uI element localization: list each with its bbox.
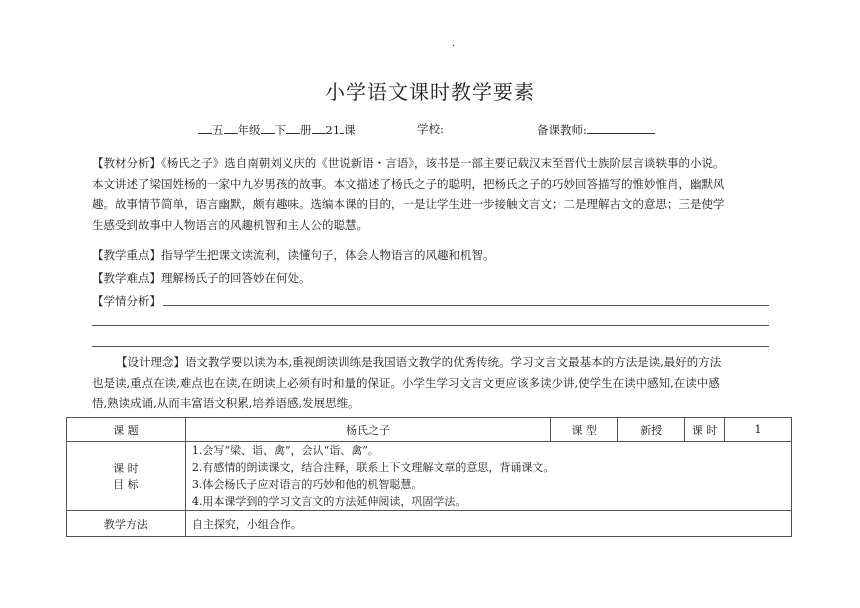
goals-label-line-1: 课 时: [113, 462, 139, 475]
hours-value: 1: [725, 418, 792, 442]
teacher-field: [537, 121, 655, 138]
hours-label: 课 时: [685, 418, 725, 442]
grade-value: 五: [212, 123, 224, 137]
focus-label: 【教学重点】: [92, 248, 161, 262]
teacher-blank: [587, 121, 655, 134]
type-label: 课 型: [551, 418, 618, 442]
lesson-value: 21: [325, 123, 341, 137]
analysis-label: 【教材分析】: [92, 156, 161, 170]
table-row-goals: [67, 442, 792, 511]
goal-item: 1.会写“梁、诣、禽”，会认“诣、禽”。: [191, 444, 379, 457]
header-dot: .: [452, 38, 456, 49]
design-line-3: 悟,熟读成诵,从而丰富语文积累,培养语感,发展思维。: [92, 396, 360, 410]
term-value: 下: [274, 123, 286, 137]
textbook-analysis: [92, 153, 770, 235]
goals-label: [67, 442, 186, 511]
goal-item: 3.体会杨氏子应对语言的巧妙和他的机智聪慧。: [191, 478, 423, 491]
table-row-topic: [67, 418, 792, 442]
difficulty-text: 理解杨氏子的回答妙在何处。: [161, 271, 311, 285]
learner-blank-line-3: [92, 346, 769, 347]
design-line-1: 语文教学要以读为本,重视朗读训练是我国语文教学的优秀传统。学习文言文最基本的方法是读,最好的方法: [185, 355, 722, 369]
type-value: 新授: [618, 418, 685, 442]
teacher-label: 备课教师:: [537, 123, 587, 137]
learner-blank-line-2: [92, 325, 769, 326]
learner-analysis-label: 【学情分析】: [92, 294, 161, 308]
grade-suffix: 年级: [237, 123, 261, 137]
school-label: 学校:: [417, 122, 444, 136]
term-suffix: 册: [300, 123, 312, 137]
analysis-line-2: 本文讲述了梁国姓杨的一家中九岁男孩的故事。本文描述了杨氏之子的聪明，把杨氏之子的巧妙回答描写的惟妙惟肖，幽默风: [92, 176, 725, 191]
design-label: 【设计理念】: [116, 355, 185, 369]
topic-label: 课 题: [67, 418, 186, 442]
page-title: 小学语文课时教学要素: [325, 80, 535, 104]
learner-blank-line-1: [163, 305, 769, 306]
table-row-method: [67, 511, 792, 537]
goal-item: 2.有感情的朗读课文，结合注释，联系上下文理解文章的意思，背诵课文。: [191, 461, 555, 474]
lesson-plan-table: [66, 417, 792, 537]
design-concept: [92, 352, 770, 414]
grade-term-lesson: [198, 121, 356, 138]
teaching-difficulty: [92, 270, 311, 286]
analysis-line-4: 生感受到故事中人物语言的风趣机智和主人公的聪慧。: [92, 217, 368, 232]
focus-text: 指导学生把课文读流利，读懂句子，体会人物语言的风趣和机智。: [161, 248, 495, 262]
lesson-suffix: 课: [344, 123, 356, 137]
goal-item: 4.用本课学到的学习文言文的方法延伸阅读，巩固学法。: [191, 495, 467, 508]
topic-value: 杨氏之子: [185, 418, 550, 442]
analysis-line-1: 《杨氏之子》选自南朝刘义庆的《世说新语・言语》，该书是一部主要记载汉末至晋代士族阶层言谈轶事的小说。: [161, 156, 725, 170]
design-line-2: 也是读,重点在读,难点也在读,在朗读上必须有时和量的保证。小学生学习文言文更应该多读少讲,使学生在读中感知,在读中感: [92, 375, 720, 390]
difficulty-label: 【教学难点】: [92, 271, 161, 285]
analysis-line-3: 趣。故事情节简单，语言幽默，颇有趣味。选编本课的目的，一是让学生进一步接触文言文；二是理解古文的意思；三是使学: [92, 197, 725, 211]
goals-list: [185, 442, 791, 511]
method-value: 自主探究，小组合作。: [185, 511, 791, 537]
goals-label-line-2: 目 标: [113, 478, 139, 491]
method-label: 教学方法: [67, 511, 186, 537]
teaching-focus: [92, 247, 495, 263]
